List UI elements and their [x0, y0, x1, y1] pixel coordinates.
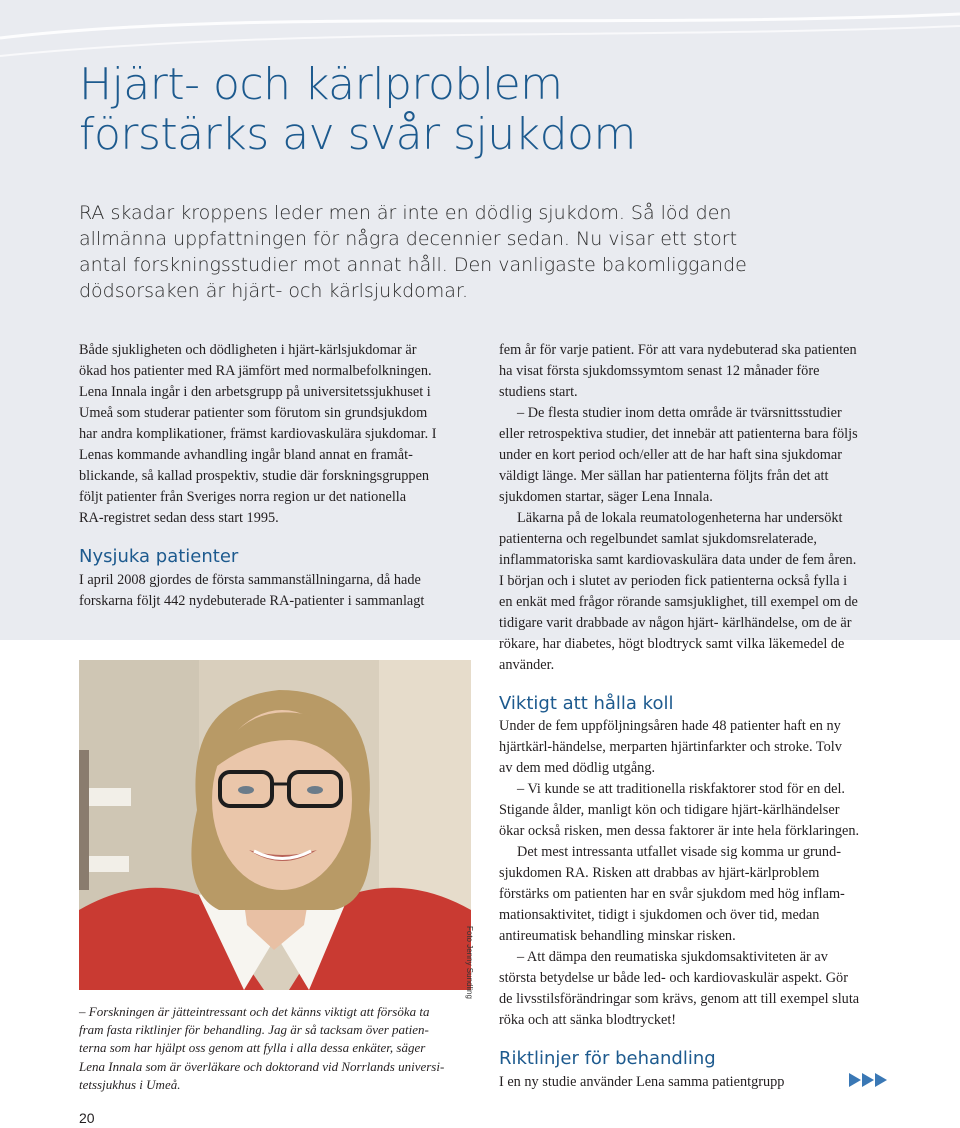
- caption-line: – Forskningen är jätteintressant och det känns viktigt att försöka ta: [79, 1004, 430, 1019]
- text-line: under en kort period och/eller att de har haft sina sjukdomar: [499, 447, 843, 463]
- text-line: har andra komplikationer, främst kardiovaskulära sjukdomar. I: [79, 426, 437, 442]
- paragraph: [499, 779, 899, 842]
- text-line: ökar också risken, men dessa faktorer är inte hela förklaringen.: [499, 823, 860, 839]
- text-line: förstärks om patienten har en svår sjukdom med hög inflam-: [499, 886, 845, 902]
- article-title: [79, 60, 779, 160]
- text-line: Både sjukligheten och dödligheten i hjärt-kärlsjukdomar är: [79, 342, 417, 358]
- subheading-nysjuka-patienter: Nysjuka patienter: [79, 546, 239, 567]
- paragraph: [79, 340, 479, 529]
- left-column-body: [79, 340, 479, 529]
- paragraph: [499, 947, 899, 1031]
- right-column-body-3: [499, 1072, 899, 1093]
- text-line: mationsaktivitet, tidigt i sjukdomen och över tid, medan: [499, 907, 820, 923]
- paragraph: [499, 716, 899, 779]
- portrait-illustration: [79, 660, 471, 990]
- text-line: använder.: [499, 657, 555, 673]
- text-line: studiens start.: [499, 384, 578, 400]
- text-line: av dem med dödlig utgång.: [499, 760, 656, 776]
- right-column-body: [499, 340, 899, 676]
- text-line: tidigare varit drabbade av någon hjärt- kärlhändelse, om de är: [499, 615, 852, 631]
- title-line: förstärks av svår sjukdom: [79, 109, 636, 160]
- text-line: antireumatisk behandling minskar risken.: [499, 928, 736, 944]
- arrow-right-icon: [875, 1073, 887, 1087]
- text-line: Lena Innala ingår i den arbetsgrupp på universitetssjukhuset i: [79, 384, 431, 400]
- text-line: – Att dämpa den reumatiska sjukdomsaktiviteten är av: [517, 949, 828, 965]
- paragraph: [499, 842, 899, 947]
- text-line: eller retrospektiva studier, det innebär att patienterna bara följs: [499, 426, 858, 442]
- paragraph: [499, 1072, 899, 1093]
- text-line: väldigt länge. Mer sällan har patienterna följts från det att: [499, 468, 829, 484]
- lead-line: allmänna uppfattningen för några decennier sedan. Nu visar ett stort: [79, 228, 738, 250]
- text-line: Umeå som studerar patienter som förutom sin grundsjukdom: [79, 405, 428, 421]
- right-column-body-2: [499, 716, 899, 1031]
- text-line: de livsstilsförändringar som krävs, genom att till exempel sluta: [499, 991, 860, 1007]
- caption-line: Lena Innala som är överläkare och doktorand vid Norrlands universi-: [79, 1058, 445, 1074]
- text-line: ökad hos patienter med RA jämfört med normalbefolkningen.: [79, 363, 432, 379]
- text-line: ha visat första sjukdomssymtom senast 12 månader före: [499, 363, 820, 379]
- text-line: – De flesta studier inom detta område är tvärsnittsstudier: [517, 405, 842, 421]
- subheading-viktigt-att-halla-koll: Viktigt att hålla koll: [499, 693, 674, 714]
- photo-caption: [79, 1003, 479, 1094]
- lead-line: antal forskningsstudier mot annat håll. Den vanligaste bakomliggande: [79, 254, 747, 276]
- paragraph: [499, 403, 899, 508]
- text-line: I april 2008 gjordes de första sammanställningarna, då hade: [79, 572, 421, 588]
- text-line: Läkarna på de lokala reumatologenheterna har undersökt: [517, 510, 843, 526]
- photo-credit: Foto Jenny Sundling: [465, 926, 474, 999]
- text-line: I början och i slutet av perioden fick patienterna också fylla i: [499, 573, 848, 589]
- title-line: Hjärt- och kärlproblem: [79, 59, 563, 110]
- page-number: 20: [79, 1110, 95, 1126]
- lead-line: RA skadar kroppens leder men är inte en dödlig sjukdom. Så löd den: [79, 202, 732, 224]
- text-line: Det mest intressanta utfallet visade sig komma ur grund-: [517, 844, 841, 860]
- text-line: sjukdomen RA. Risken att drabbas av hjärt-kärlproblem: [499, 865, 820, 881]
- portrait-photo: [79, 660, 471, 990]
- paragraph: [499, 340, 899, 403]
- paragraph: [79, 570, 479, 612]
- paragraph: [499, 508, 899, 676]
- text-line: I en ny studie använder Lena samma patientgrupp: [499, 1074, 785, 1090]
- text-line: rökare, har diabetes, högt blodtryck samt vilka läkemedel de: [499, 636, 845, 652]
- text-line: RA-registret sedan dess start 1995.: [79, 510, 279, 526]
- subheading-riktlinjer-for-behandling: Riktlinjer för behandling: [499, 1048, 716, 1069]
- text-line: forskarna följt 442 nydebuterade RA-patienter i sammanlagt: [79, 593, 425, 609]
- text-line: röka och att sänka blodtrycket!: [499, 1012, 677, 1028]
- text-line: sjukdomen startar, säger Lena Innala.: [499, 489, 713, 505]
- text-line: följt patienter från Sveriges norra region ur det nationella: [79, 489, 407, 505]
- text-line: en enkät med frågor rörande samsjuklighet, till exempel om de: [499, 594, 858, 610]
- caption-line: terna som har hjälpt oss genom att fylla i alla dessa enkäter, säger: [79, 1040, 426, 1056]
- arrow-right-icon: [849, 1073, 861, 1087]
- text-line: – Vi kunde se att traditionella riskfaktorer stod för en del.: [517, 781, 846, 797]
- left-column-body-continued: [79, 570, 479, 612]
- text-line: hjärtkärl-händelse, merparten hjärtinfarkter och stroke. Tolv: [499, 739, 842, 755]
- text-line: Under de fem uppföljningsåren hade 48 patienter haft en ny: [499, 718, 841, 734]
- lead-paragraph: [79, 200, 747, 304]
- lead-line: dödsorsaken är hjärt- och kärlsjukdomar.: [79, 280, 469, 302]
- text-line: största betydelse ur både led- och kardiovaskulär aspekt. Gör: [499, 970, 848, 986]
- text-line: Lenas kommande avhandling ingår bland annat en framåt-: [79, 447, 413, 463]
- triple-arrow-right-icon: [849, 1073, 887, 1087]
- text-line: blickande, så kallad prospektiv, studie där forskningsgruppen: [79, 468, 430, 484]
- text-line: inflammatoriska samt kardiovaskulära data under de fem åren.: [499, 552, 857, 568]
- text-line: fem år för varje patient. För att vara nydebuterad ska patienten: [499, 342, 857, 358]
- text-line: Stigande ålder, manligt kön och tidigare hjärt-kärlhändelser: [499, 802, 840, 818]
- text-line: patienterna och regelbundet samlat sjukdomsrelaterade,: [499, 531, 817, 547]
- caption-line: fram fasta riktlinjer för behandling. Jag är så tacksam över patien-: [79, 1022, 429, 1038]
- arrow-right-icon: [862, 1073, 874, 1087]
- caption-line: tetssjukhus i Umeå.: [79, 1076, 181, 1092]
